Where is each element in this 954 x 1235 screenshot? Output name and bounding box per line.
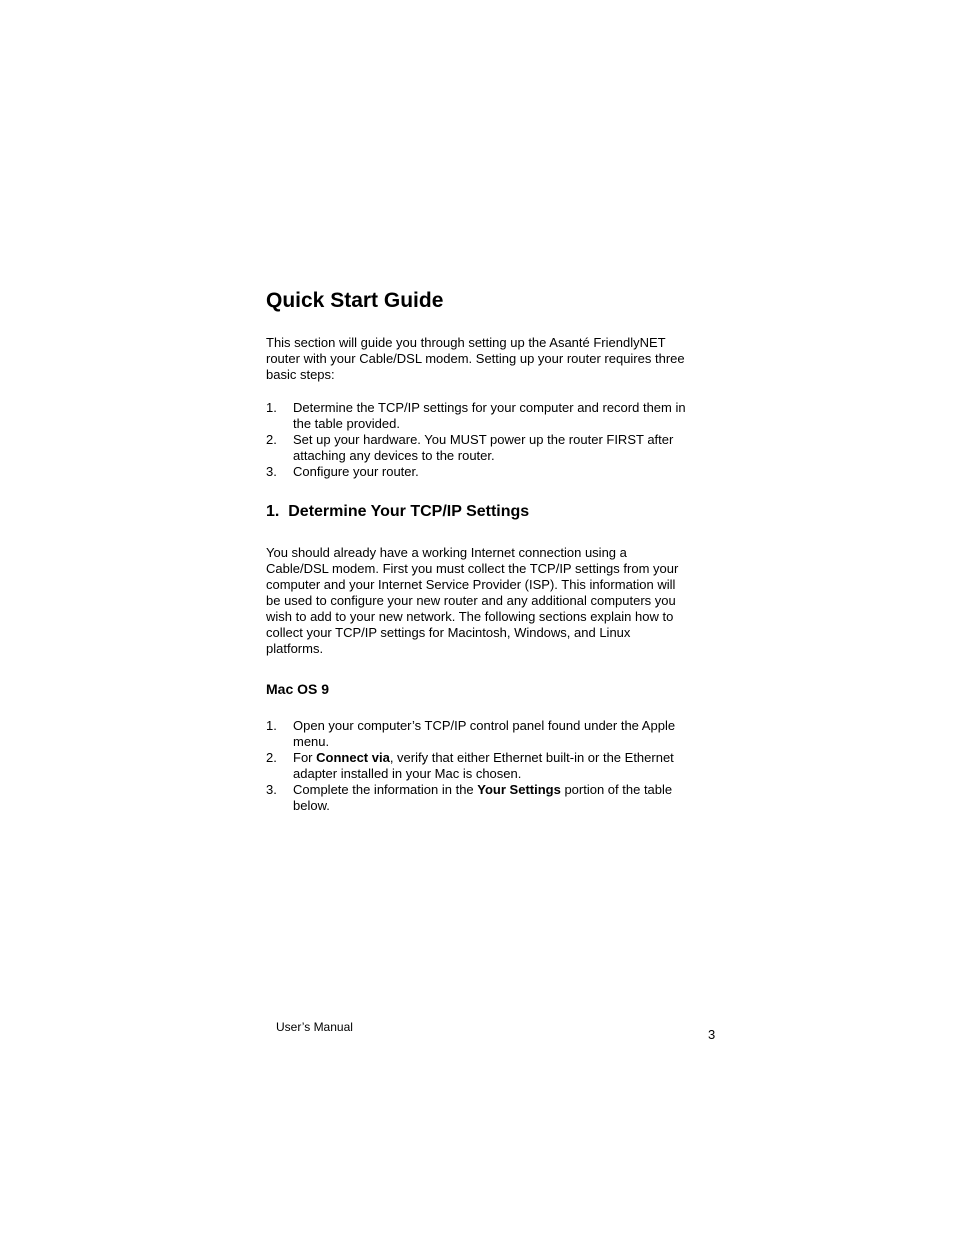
list-item-number: 2. bbox=[266, 750, 277, 765]
list-item-number: 3. bbox=[266, 782, 277, 797]
list-item bbox=[266, 782, 686, 814]
section-heading-tcpip: 1. Determine Your TCP/IP Settings bbox=[266, 503, 530, 520]
list-item-number: 2. bbox=[266, 432, 277, 447]
list-item-text: Configure your router. bbox=[293, 464, 419, 479]
list-item-number: 1. bbox=[266, 400, 277, 415]
list-item bbox=[266, 400, 686, 432]
list-item bbox=[266, 432, 686, 464]
your-settings-term: Your Settings bbox=[477, 782, 561, 797]
list-item-text-suffix: portion of the table below. bbox=[293, 782, 673, 813]
footer-page-number: 3 bbox=[708, 1027, 716, 1042]
list-item-text: Open your computer’s TCP/IP control panel found under the Apple menu. bbox=[293, 718, 676, 749]
intro-paragraph: This section will guide you through setting up the Asanté FriendlyNET router with your Cable/DSL modem. Setting up your router requires three basic steps: bbox=[266, 335, 685, 382]
list-item bbox=[266, 750, 686, 782]
macos9-steps-list bbox=[266, 718, 686, 814]
list-item-text: Set up your hardware. You MUST power up the router FIRST after attaching any devices to the router. bbox=[293, 432, 674, 463]
list-item-text bbox=[293, 782, 672, 813]
setup-steps-list bbox=[266, 400, 686, 480]
section-tcpip-paragraph: You should already have a working Internet connection using a Cable/DSL modem. First you must collect the TCP/IP settings from your computer and your Internet Service Provider (ISP). This information will be used to configure your new router and any additional computers you wish to add to your new network. The following sections explain how to collect your TCP/IP settings for Macintosh, Windows, and Linux platforms. bbox=[266, 545, 679, 656]
connect-via-term: Connect via bbox=[316, 750, 390, 765]
list-item-text: Determine the TCP/IP settings for your computer and record them in the table provided. bbox=[293, 400, 686, 431]
list-item-text bbox=[293, 750, 674, 781]
list-item bbox=[266, 718, 686, 750]
list-item-text-prefix: For bbox=[293, 750, 317, 765]
list-item-number: 3. bbox=[266, 464, 277, 479]
list-item-text-prefix: Complete the information in the bbox=[293, 782, 478, 797]
page-title: Quick Start Guide bbox=[266, 289, 444, 312]
list-item-number: 1. bbox=[266, 718, 277, 733]
subsection-heading-macos9: Mac OS 9 bbox=[266, 681, 330, 697]
list-item bbox=[266, 464, 686, 480]
footer-manual-label: User’s Manual bbox=[276, 1020, 353, 1034]
page-content bbox=[266, 286, 686, 814]
list-item-text-suffix: , verify that either Ethernet built-in or the Ethernet adapter installed in your Mac is chosen. bbox=[293, 750, 674, 781]
